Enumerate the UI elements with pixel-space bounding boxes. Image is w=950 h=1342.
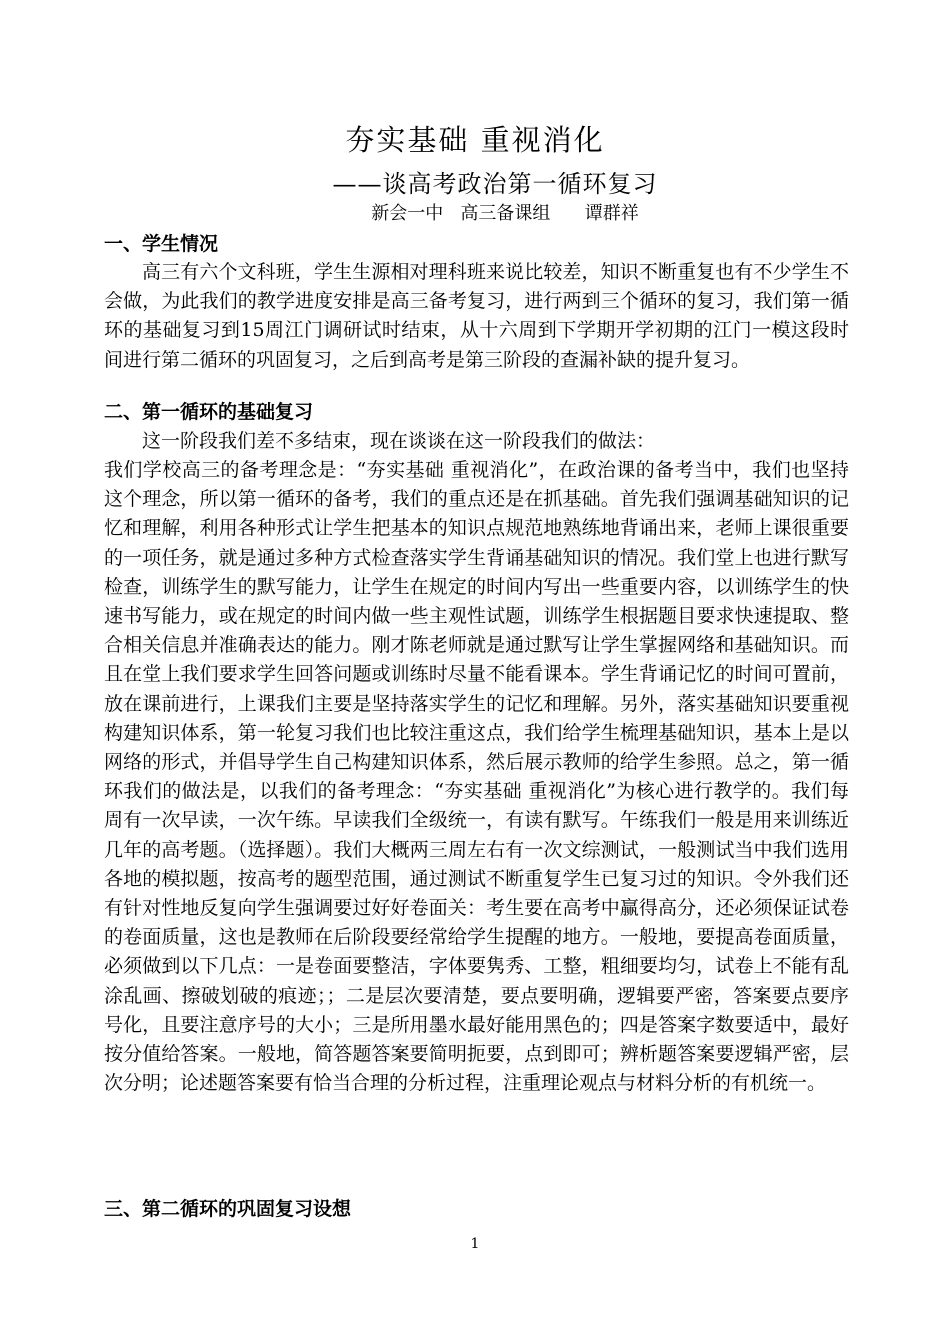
section-heading-second-cycle: 三、第二循环的巩固复习设想 (104, 1198, 352, 1220)
document-title: 夯实基础 重视消化 (345, 123, 605, 157)
page-number: 1 (470, 1236, 480, 1252)
author-line: 新会一中 高三备课组 谭群祥 (371, 203, 639, 224)
paragraph-first-cycle-body: 我们学校高三的备考理念是：“夯实基础 重视消化”，在政治课的备考当中，我们也坚持这个理念，所以第一循环的备考，我们的重点还是在抓基础。首先我们强调基础知识的记忆和理解，利用各种形式让学生把基本的知识点规范地熟练地背诵出来，老师上课很重要的一项任务，就是通过多种方式检查落实学生背诵基础知识的情况。我们堂上也进行默写检查，训练学生的默写能力，让学生在规定的时间内写出一些重要内容，以训练学生的快速书写能力，或在规定的时间内做一些主观性试题，训练学生根据题目要求快速提取、整合相关信息并准确表达的能力。刚才陈老师就是通过默写让学生掌握网络和基础知识。而且在堂上我们要求学生回答问题或训练时尽量不能看课本。学生背诵记忆的时间可置前，放在课前进行，上课我们主要是坚持落实学生的记忆和理解。另外，落实基础知识要重视构建知识体系，第一轮复习我们也比较注重这点，我们给学生梳理基础知识，基本上是以网络的形式，并倡导学生自己构建知识体系，然后展示教师的给学生参照。总之，第一循环我们的做法是，以我们的备考理念：“夯实基础 重视消化”为核心进行教学的。我们每周有一次早读，一次午练。早读我们全级统一，有读有默写。午练我们一般是用来训练近几年的高考题。（选择题）。我们大概两三周左右有一次文综测试，一般测试当中我们选用各地的模拟题，按高考的题型范围，通过测试不断重复学生已复习过的知识。令外我们还有针对性地反复向学生强调要过好好卷面关：考生要在高考中赢得高分，还必须保证试卷的卷面质量，这也是教师在后阶段要经常给学生提醒的地方。一般地，要提高卷面质量，必须做到以下几点：一是卷面要整洁，字体要隽秀、工整，粗细要均匀，试卷上不能有乱涂乱画、擦破划破的痕迹；；二是层次要清楚，要点要明确，逻辑要严密，答案要点要序号化，且要注意序号的大小；三是所用墨水最好能用黑色的；四是答案字数要适中，最好按分值给答案。一般地，简答题答案要简明扼要，点到即可；辨析题答案要逻辑严密，层次分明；论述题答案要有恰当合理的分析过程，注重理论观点与材料分析的有机统一。 (104, 459, 849, 1095)
section-heading-student-situation: 一、学生情况 (104, 233, 219, 255)
document-subtitle: ——谈高考政治第一循环复习 (332, 170, 658, 198)
paragraph-first-cycle-intro: 这一阶段我们差不多结束，现在谈谈在这一阶段我们的做法： (142, 430, 656, 452)
paragraph-student-situation: 高三有六个文科班，学生生源相对理科班来说比较差，知识不断重复也有不少学生不会做，为此我们的教学进度安排是高三备考复习，进行两到三个循环的复习，我们第一循环的基础复习到15周江门调研试时结束，从十六周到下学期开学初期的江门一模这段时间进行第二循环的巩固复习，之后到高考是第三阶段的查漏补缺的提升复习。 (104, 261, 849, 371)
section-heading-first-cycle: 二、第一循环的基础复习 (104, 401, 314, 423)
